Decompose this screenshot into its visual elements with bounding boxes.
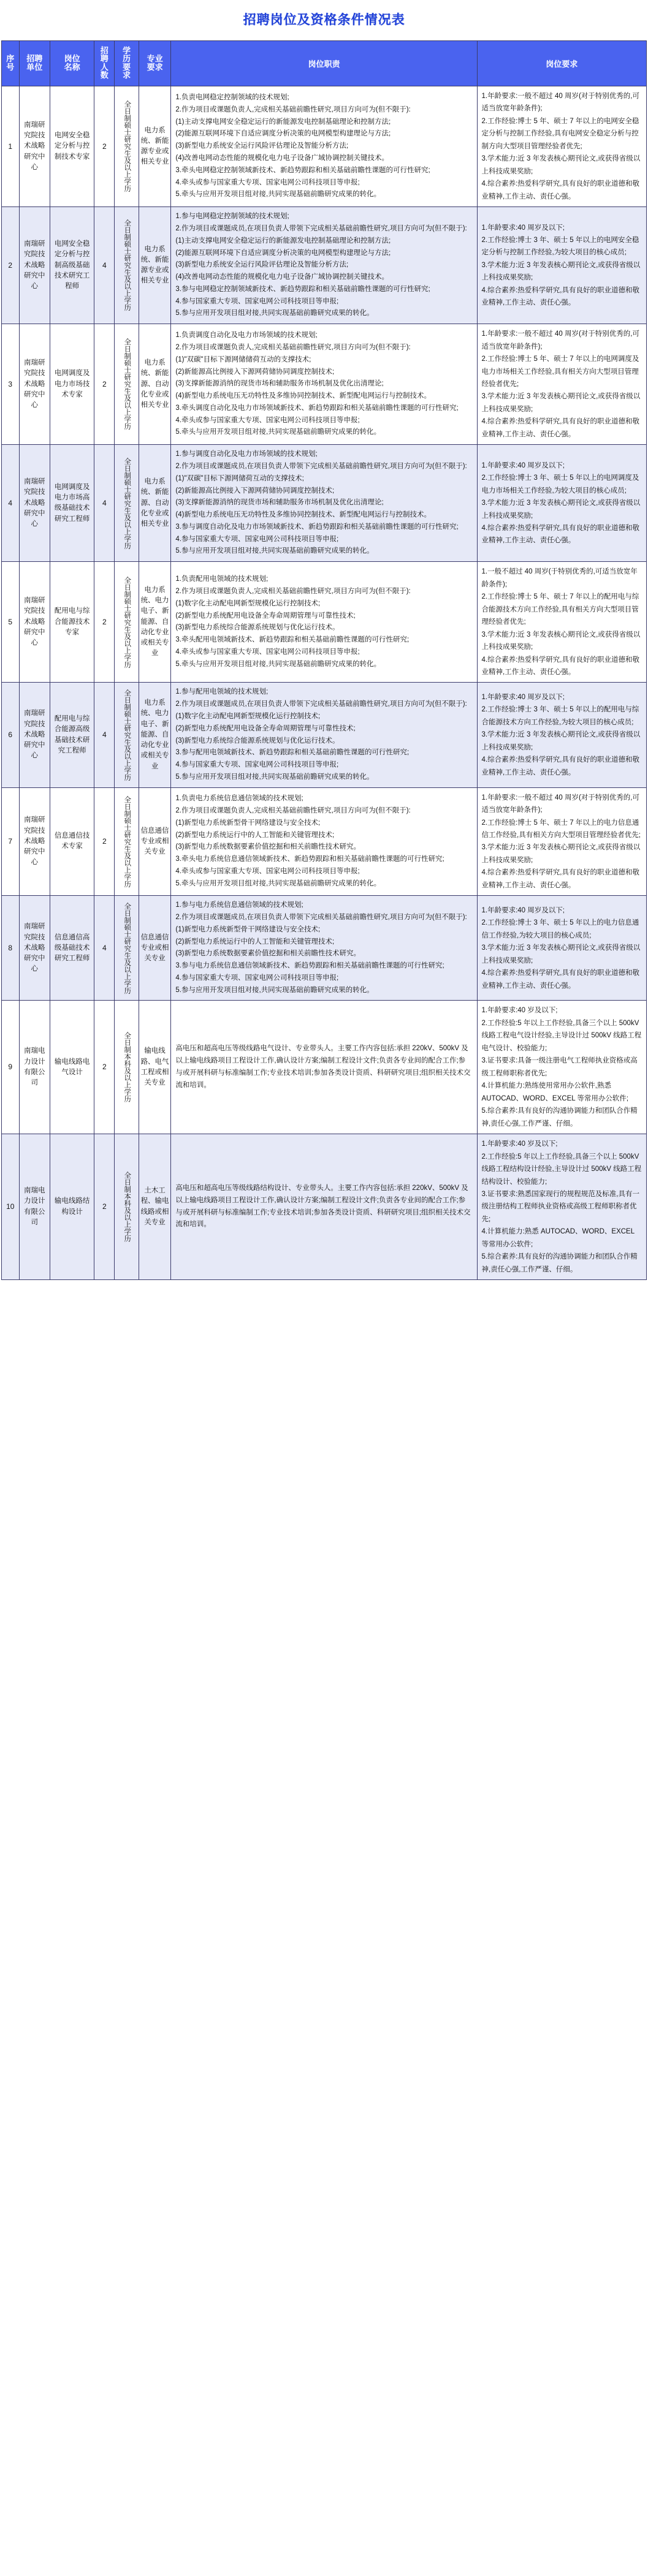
duty-line: (2)新型电力系统配用电设备全寿命周期管理与可靠性技术; xyxy=(175,612,356,619)
duty-line: 2.作为项目或课题成员,在项目负责人带领下完成相关基础前瞻性研究,项目方向可为(但不限于): xyxy=(175,224,467,232)
cell-num: 2 xyxy=(94,86,115,207)
duty-line: 3.牵头配用电领域新技术、新趋势跟踪和相关基础前瞻性课题的可行性研究; xyxy=(175,636,410,644)
cell-num: 2 xyxy=(94,1001,115,1134)
duty-line: 3.牵头电力系统信息通信领域新技术、新趋势跟踪和相关基础前瞻性课题的可行性研究; xyxy=(175,855,444,863)
cell-job: 输电线路结构设计 xyxy=(50,1134,94,1280)
duty-line: (4)新型电力系统电压无功特性及多维协同控制技术、新型配电网运行与控制技术。 xyxy=(175,392,431,400)
duty-line: 3.牵头电网稳定控制领域新技术、新趋势跟踪和相关基础前瞻性课题的可行性研究; xyxy=(175,166,430,174)
duty-line: (1)新型电力系统新型骨干网络建设与安全技术; xyxy=(175,925,321,933)
cell-major: 土木工程、输电线路或相关专业 xyxy=(139,1134,171,1280)
req-line: 2.工作经验:博士 5 年、硕士 7 年以上的配用电与综合能源技术方向工作经验,具有相关方向大型项目管理经验者优先; xyxy=(481,593,639,626)
duty-line: (1)数字化主动配电网新型规模化运行控制技术; xyxy=(175,712,321,720)
cell-num: 2 xyxy=(94,1134,115,1280)
cell-seq: 4 xyxy=(2,445,20,562)
cell-unit: 南瑞研究院技术战略研究中心 xyxy=(19,896,50,1001)
req-line: 2.工作经验:博士 3 年、硕士 5 年以上的配用电与综合能源技术方向工作经验,为较大项目的核心成员; xyxy=(481,706,639,726)
column-header-headcount xyxy=(94,41,115,86)
cell-seq: 8 xyxy=(2,896,20,1001)
duty-line: 2.作为项目或课题负责人,完成相关基础前瞻性研究,项目方向可为(但不限于): xyxy=(175,807,411,815)
duty-line: 3.牵头调度自动化及电力市场领域新技术、新趋势跟踪和相关基础前瞻性课题的可行性研究; xyxy=(175,404,459,412)
duty-line: 高电压和超高电压等级线路结构设计、专业带头人。主要工作内容包括:承担 220kV、500kV 及以上输电线路项目工程设计工作,确认设计方案;编制工程设计文件;负责各专业间的配合工作;参与或开展科研与标准编制工作;专业技术培训;参加各类设计资质、科研研究项目;组织相关技术交流和培训。 xyxy=(175,1184,471,1229)
header-seq-stack: 序 号 xyxy=(6,54,15,72)
req-line: 4.综合素养:热爱科学研究,具有良好的职业道德和敬业精神,工作主动、责任心强。 xyxy=(481,286,639,307)
req-line: 1.年龄要求:40 周岁及以下; xyxy=(481,224,565,232)
req-line: 4.综合素养:热爱科学研究,具有良好的职业道德和敬业精神,工作主动、责任心强。 xyxy=(481,869,639,889)
cell-major: 电力系统、电力电子、新能源、自动化专业或相关专业 xyxy=(139,683,171,787)
duty-line: 3.参与配用电领域新技术、新趋势跟踪和相关基础前瞻性课题的可行性研究; xyxy=(175,749,410,757)
cell-seq: 1 xyxy=(2,86,20,207)
cell-seq: 7 xyxy=(2,787,20,896)
cell-duty xyxy=(171,787,477,896)
req-line: 4.计算机能力:熟悉 AUTOCAD、WORD、EXCEL 等常用办公软件; xyxy=(481,1228,635,1248)
cell-req xyxy=(477,896,647,1001)
duty-line: (2)新型电力系统运行中的人工智能和关键管理技术; xyxy=(175,938,335,945)
req-line: 1.年龄要求:40 周岁及以下; xyxy=(481,461,565,469)
column-header-unit xyxy=(19,41,50,86)
cell-duty xyxy=(171,1001,477,1134)
req-line: 3.学术能力:近 3 年发表核心期刊论文,或获得省级以上科技成果奖励; xyxy=(481,155,641,175)
duty-line: (1)主动支撑电网安全稳定运行的新能源发电控制基础理论和控制方法; xyxy=(175,237,391,244)
req-line: 1.年龄要求:40 周岁及以下; xyxy=(481,906,565,914)
cell-duty xyxy=(171,207,477,324)
header-major-stack: 专业 要求 xyxy=(147,54,163,72)
cell-unit: 南瑞研究院技术战略研究中心 xyxy=(19,562,50,683)
cell-req xyxy=(477,86,647,207)
header-job-stack: 岗位 名称 xyxy=(64,54,80,72)
cell-edu: 全日制本科及以上学历 xyxy=(115,1001,139,1134)
cell-major: 电力系统、新能源专业或相关专业 xyxy=(139,207,171,324)
cell-duty xyxy=(171,324,477,445)
duty-line: 3.参与电网稳定控制领域新技术、新趋势跟踪和相关基础前瞻性课题的可行性研究; xyxy=(175,285,430,293)
duty-line: (1)主动支撑电网安全稳定运行的新能源发电控制基础理论和控制方法; xyxy=(175,118,391,126)
cell-edu: 全日制硕士研究生及以上学历 xyxy=(115,683,139,787)
header-unit-stack: 招聘 单位 xyxy=(26,54,43,72)
req-line: 4.综合素养:热爱科学研究,具有良好的职业道德和敬业精神,工作主动、责任心强。 xyxy=(481,969,639,990)
req-line: 4.综合素养:热爱科学研究,具有良好的职业道德和敬业精神,工作主动、责任心强。 xyxy=(481,524,639,545)
req-line: 3.学术能力:近 3 年发表核心期刊论文,或获得省级以上科技成果奖励; xyxy=(481,944,641,964)
column-header-education xyxy=(115,41,139,86)
duty-line: (3)新型电力系统数据要素价值挖掘和相关前瞻性技术研究。 xyxy=(175,843,360,851)
cell-seq: 6 xyxy=(2,683,20,787)
column-header-seq xyxy=(2,41,20,86)
title-container xyxy=(0,0,648,40)
req-line: 2.工作经验:博士 3 年、硕士 5 年以上的电网调度及电力市场相关工作经验,为较大项目的核心成员; xyxy=(481,474,639,494)
cell-seq: 10 xyxy=(2,1134,20,1280)
duty-line: 2.作为项目或课题成员,在项目负责人带领下完成相关基础前瞻性研究,项目方向可为(但不限于): xyxy=(175,700,467,708)
cell-unit: 南瑞研究院技术战略研究中心 xyxy=(19,787,50,896)
duty-line: 4.牵头或参与国家重大专项、国家电网公司科技项目等申报; xyxy=(175,178,360,186)
duty-line: 2.作为项目或课题成员,在项目负责人带领下完成相关基础前瞻性研究,项目方向可为(但不限于): xyxy=(175,914,467,922)
cell-seq: 5 xyxy=(2,562,20,683)
duty-line: 2.作为项目或课题负责人,完成相关基础前瞻性研究,项目方向可为(但不限于): xyxy=(175,588,411,596)
duty-line: 1.参与配用电领域的技术规划; xyxy=(175,688,269,696)
duty-line: (3)新型电力系统安全运行风险评估理论及智能分析方法; xyxy=(175,142,349,150)
cell-edu: 全日制硕士研究生及以上学历 xyxy=(115,86,139,207)
duty-line: 1.参与电网稳定控制领域的技术规划; xyxy=(175,213,289,221)
req-line: 3.学术能力:近 3 年发表核心期刊论文,或获得省级以上科技成果奖励; xyxy=(481,731,641,751)
duty-line: (1)新型电力系统新型骨干网络建设与安全技术; xyxy=(175,819,321,827)
cell-unit: 南瑞研究院技术战略研究中心 xyxy=(19,445,50,562)
req-line: 1.一般不超过 40 周岁(于特别优秀的,可适当放宽年龄条件); xyxy=(481,568,638,588)
duty-line: 2.作为项目或课题成员,在项目负责人带领下完成相关基础前瞻性研究,项目方向可为(但不限于): xyxy=(175,463,467,471)
duty-line: (4)改善电网动态性能的规模化电力电子设备广域协调控制关键技术。 xyxy=(175,273,389,281)
cell-job: 输电线路电气设计 xyxy=(50,1001,94,1134)
cell-job: 电网调度及电力市场高级基础技术研究工程师 xyxy=(50,445,94,562)
column-header-job-name xyxy=(50,41,94,86)
cell-seq: 3 xyxy=(2,324,20,445)
req-line: 3.学术能力:近 3 年发表核心期刊论文,或获得省级以上科技成果奖励; xyxy=(481,261,641,282)
duty-line: 4.参与国家重大专项、国家电网公司科技项目等申报; xyxy=(175,297,339,305)
table-row xyxy=(2,562,647,683)
req-line: 4.综合素养:热爱科学研究,具有良好的职业道德和敬业精神,工作主动、责任心强。 xyxy=(481,180,639,200)
cell-major: 电力系统、新能源、自动化专业或相关专业 xyxy=(139,324,171,445)
cell-unit: 南瑞电力设计有限公司 xyxy=(19,1001,50,1134)
duty-line: (4)新型电力系统电压无功特性及多维协同控制技术、新型配电网运行与控制技术。 xyxy=(175,511,431,519)
duty-line: 高电压和超高电压等级线路电气设计、专业带头人。主要工作内容包括:承担 220kV、500kV 及以上输电线路项目工程设计工作,确认设计方案;编制工程设计文件;负责各专业间的配合工作;参与或开展科研与标准编制工作;专业技术培训;参加各类设计资质、科研研究项目;组织相关技术交流和培训。 xyxy=(175,1045,471,1089)
req-line: 3.证书要求:熟悉国家现行的规程规范及标准,具有一级注册结构工程师执业资格或高级工程师职称者优先; xyxy=(481,1191,639,1223)
duty-line: (3)支撑新能源消纳的现货市场和辅助服务市场机制及优化出清理论; xyxy=(175,499,384,507)
cell-unit: 南瑞研究院技术战略研究中心 xyxy=(19,207,50,324)
req-line: 3.学术能力:近 3 年发表核心期刊论文,或获得省级以上科技成果奖励; xyxy=(481,844,641,864)
duty-line: (1)"双碳"目标下源网储储荷互动的支撑技术; xyxy=(175,355,311,363)
duty-line: (3)新型电力系统综合能源系统规划与优化运行技术。 xyxy=(175,624,340,632)
column-header-duties: 岗位职责 xyxy=(171,41,477,86)
req-line: 1.年龄要求:40 周岁及以下; xyxy=(481,693,565,701)
table-header xyxy=(2,41,647,86)
req-line: 1.年龄要求:40 岁及以下; xyxy=(481,1007,558,1015)
duty-line: 5.牵头与应用开发项目组对接,共同实现基础前瞻研究成果的转化。 xyxy=(175,660,381,668)
req-line: 1.年龄要求:40 岁及以下; xyxy=(481,1140,558,1148)
duty-line: 2.作为项目或课题负责人,完成相关基础前瞻性研究,项目方向可为(但不限于): xyxy=(175,344,411,352)
req-line: 2.工作经验:博士 3 年、硕士 5 年以上的电网安全稳定分析与控制工作经验,为较大项目的核心成员; xyxy=(481,236,639,257)
duty-line: 3.参与调度自动化及电力市场领域新技术、新趋势跟踪和相关基础前瞻性课题的可行性研究; xyxy=(175,523,459,531)
column-header-major xyxy=(139,41,171,86)
cell-job: 配用电与综合能源高级基础技术研究工程师 xyxy=(50,683,94,787)
cell-seq: 2 xyxy=(2,207,20,324)
cell-unit: 南瑞研究院技术战略研究中心 xyxy=(19,86,50,207)
table-row xyxy=(2,207,647,324)
table-row xyxy=(2,1134,647,1280)
cell-duty xyxy=(171,86,477,207)
cell-job: 配用电与综合能源技术专家 xyxy=(50,562,94,683)
cell-seq: 9 xyxy=(2,1001,20,1134)
cell-edu: 全日制硕士研究生及以上学历 xyxy=(115,445,139,562)
table-body xyxy=(2,86,647,1280)
table-row xyxy=(2,1001,647,1134)
req-line: 3.学术能力:近 3 年发表核心期刊论文,或获得省级以上科技成果奖励; xyxy=(481,393,641,413)
req-line: 4.综合素养:热爱科学研究,具有良好的职业道德和敬业精神,工作主动、责任心强。 xyxy=(481,418,639,438)
cell-num: 4 xyxy=(94,207,115,324)
duty-line: 4.参与国家重大专项、国家电网公司科技项目等申报; xyxy=(175,974,339,982)
cell-req xyxy=(477,1001,647,1134)
duty-line: 2.作为项目或课题负责人,完成相关基础前瞻性研究,项目方向可为(但不限于): xyxy=(175,105,411,113)
cell-num: 4 xyxy=(94,896,115,1001)
req-line: 1.年龄要求:一般不超过 40 周岁(对于特别优秀的,可适当放宽年龄条件); xyxy=(481,330,639,350)
duty-line: 5.牵头与应用开发项目组对接,共同实现基础前瞻研究成果的转化。 xyxy=(175,879,381,887)
req-line: 2.工作经验:博士 5 年、硕士 7 年以上的电网调度及电力市场相关工作经验,具有相关方向大型项目管理经验者优先; xyxy=(481,355,639,388)
cell-major: 电力系统、新能源专业或相关专业 xyxy=(139,86,171,207)
req-line: 3.证书要求:具备一级注册电气工程师执业资格或高级工程师职称者优先; xyxy=(481,1057,638,1077)
table-row xyxy=(2,324,647,445)
duty-line: 4.牵头或参与国家重大专项、国家电网公司科技项目等申报; xyxy=(175,867,360,875)
duty-line: 5.参与应用开发项目组对接,共同实现基础前瞻研究成果的转化。 xyxy=(175,986,374,994)
duty-line: 1.参与电力系统信息通信领域的技术规划; xyxy=(175,901,303,909)
cell-num: 2 xyxy=(94,787,115,896)
cell-num: 2 xyxy=(94,562,115,683)
table-row xyxy=(2,683,647,787)
duty-line: 1.参与调度自动化及电力市场领域的技术规划; xyxy=(175,450,318,458)
cell-edu: 全日制硕士研究生及以上学历 xyxy=(115,324,139,445)
cell-major: 信息通信专业或相关专业 xyxy=(139,896,171,1001)
cell-num: 4 xyxy=(94,683,115,787)
table-row xyxy=(2,445,647,562)
cell-req xyxy=(477,683,647,787)
duty-line: 1.负责配用电领域的技术规划; xyxy=(175,575,269,583)
cell-duty xyxy=(171,445,477,562)
duty-line: 1.负责电力系统信息通信领域的技术规划; xyxy=(175,795,303,803)
duty-line: 4.参与国家重大专项、国家电网公司科技项目等申报; xyxy=(175,761,339,769)
duty-line: 3.参与电力系统信息通信领域新技术、新趋势跟踪和相关基础前瞻性课题的可行性研究; xyxy=(175,962,444,970)
page-root xyxy=(0,0,648,1280)
duty-line: (2)新型电力系统配用电设备全寿命周期管理与可靠性技术; xyxy=(175,724,356,732)
duty-line: 5.参与应用开发项目组对接,共同实现基础前瞻研究成果的转化。 xyxy=(175,547,374,555)
cell-edu: 全日制硕士研究生及以上学历 xyxy=(115,896,139,1001)
cell-major: 电力系统、新能源、自动化专业或相关专业 xyxy=(139,445,171,562)
duty-line: (2)新能源高比例接入下源网荷储协同调度控制技术; xyxy=(175,368,335,376)
req-line: 4.计算机能力:熟练使用常用办公软件,熟悉 AUTOCAD、WORD、EXCEL 等常用办公软件; xyxy=(481,1082,629,1102)
duty-line: (3)支撑新能源消纳的现货市场和辅助服务市场机制及优化出清理论; xyxy=(175,380,384,388)
req-line: 2.工作经验:博士 5 年、硕士 7 年以上的电力信息通信工作经验,具有相关方向大型项目管理经验者优先; xyxy=(481,819,641,839)
cell-duty xyxy=(171,683,477,787)
req-line: 2.工作经验:博士 3 年、硕士 5 年以上的电力信息通信工作经验,为较大项目的核心成员; xyxy=(481,919,639,939)
req-line: 4.综合素养:热爱科学研究,具有良好的职业道德和敬业精神,工作主动、责任心强。 xyxy=(481,756,639,776)
req-line: 1.年龄要求:一般不超过 40 周岁(对于特别优秀的,可适当放宽年龄条件); xyxy=(481,93,639,113)
duty-line: (3)新型电力系统安全运行风险评估理论及智能分析方法; xyxy=(175,261,349,269)
cell-duty xyxy=(171,1134,477,1280)
cell-duty xyxy=(171,562,477,683)
cell-job: 信息通信技术专家 xyxy=(50,787,94,896)
duty-line: 1.负责调度自动化及电力市场领域的技术规划; xyxy=(175,331,318,339)
req-line: 5.综合素养:具有良好的沟通协调能力和团队合作精神,责任心强,工作严谨、仔细。 xyxy=(481,1107,638,1127)
cell-job: 信息通信高级基础技术研究工程师 xyxy=(50,896,94,1001)
cell-duty xyxy=(171,896,477,1001)
duty-line: (2)新能源高比例接入下源网荷储协同调度控制技术; xyxy=(175,487,335,494)
req-line: 1.年龄要求:一般不超过 40 周岁(对于特别优秀的,可适当放宽年龄条件); xyxy=(481,794,639,814)
duty-line: 5.参与应用开发项目组对接,共同实现基础前瞻研究成果的转化。 xyxy=(175,773,374,781)
req-line: 4.综合素养:热爱科学研究,具有良好的职业道德和敬业精神,工作主动、责任心强。 xyxy=(481,656,639,676)
cell-job: 电网安全稳定分析与控制高级基础技术研究工程师 xyxy=(50,207,94,324)
recruitment-table xyxy=(1,40,647,1280)
header-edu-stack: 学 历 要 求 xyxy=(123,45,131,80)
req-line: 2.工作经验:5 年以上工作经验,具备三个以上 500kV 线路工程结构设计经验,主导设计过 500kV 线路工程结构设计、校验能力; xyxy=(481,1153,642,1186)
cell-num: 4 xyxy=(94,445,115,562)
duty-line: (3)新型电力系统数据要素价值挖掘和相关前瞻性技术研究。 xyxy=(175,950,360,958)
duty-line: (1)"双碳"目标下源网储荷互动的支撑技术; xyxy=(175,474,304,482)
req-line: 3.学术能力:近 3 年发表核心期刊论文,或获得省级以上科技成果奖励; xyxy=(481,631,641,651)
cell-edu: 全日制本科及以上学历 xyxy=(115,1134,139,1280)
cell-edu: 全日制硕士研究生及以上学历 xyxy=(115,207,139,324)
header-num-stack: 招 聘 人 数 xyxy=(100,45,109,80)
cell-job: 电网安全稳定分析与控制技术专家 xyxy=(50,86,94,207)
cell-num: 2 xyxy=(94,324,115,445)
cell-edu: 全日制硕士研究生及以上学历 xyxy=(115,562,139,683)
duty-line: (2)新型电力系统运行中的人工智能和关键管理技术; xyxy=(175,831,335,839)
duty-line: 4.牵头或参与国家重大专项、国家电网公司科技项目等申报; xyxy=(175,416,360,424)
duty-line: 4.参与国家重大专项、国家电网公司科技项目等申报; xyxy=(175,535,339,543)
cell-req xyxy=(477,324,647,445)
req-line: 2.工作经验:博士 5 年、硕士 7 年以上的电网安全稳定分析与控制工作经验,具有电网安全稳定分析与控制方向大型项目管理经验者优先; xyxy=(481,117,639,150)
page-title: 招聘岗位及资格条件情况表 xyxy=(243,12,405,27)
req-line: 3.学术能力:近 3 年发表核心期刊论文,或获得省级以上科技成果奖励; xyxy=(481,499,641,520)
req-line: 5.综合素养:具有良好的沟通协调能力和团队合作精神,责任心强,工作严谨、仔细。 xyxy=(481,1253,638,1273)
duty-line: (3)新型电力系统综合能源系统规划与优化运行技术。 xyxy=(175,737,340,744)
duty-line: (1)数字化主动配电网新型规模化运行控制技术; xyxy=(175,599,321,607)
cell-major: 信息通信专业或相关专业 xyxy=(139,787,171,896)
cell-unit: 南瑞电力设计有限公司 xyxy=(19,1134,50,1280)
cell-req xyxy=(477,445,647,562)
cell-req xyxy=(477,787,647,896)
table-row xyxy=(2,896,647,1001)
cell-major: 输电线路、电气工程或相关专业 xyxy=(139,1001,171,1134)
header-row xyxy=(2,41,647,86)
cell-edu: 全日制硕士研究生及以上学历 xyxy=(115,787,139,896)
table-row xyxy=(2,787,647,896)
column-header-requirements: 岗位要求 xyxy=(477,41,647,86)
table-row xyxy=(2,86,647,207)
cell-unit: 南瑞研究院技术战略研究中心 xyxy=(19,324,50,445)
duty-line: 4.牵头或参与国家重大专项、国家电网公司科技项目等申报; xyxy=(175,648,360,656)
cell-unit: 南瑞研究院技术战略研究中心 xyxy=(19,683,50,787)
cell-req xyxy=(477,207,647,324)
cell-req xyxy=(477,1134,647,1280)
req-line: 2.工作经验:5 年以上工作经验,具备三个以上 500kV 线路工程电气设计经验,主导设计过 500kV 线路工程电气设计、校验能力; xyxy=(481,1019,642,1052)
cell-req xyxy=(477,562,647,683)
duty-line: 5.参与应用开发项目组对接,共同实现基础前瞻研究成果的转化。 xyxy=(175,309,374,317)
duty-line: 1.负责电网稳定控制领域的技术规划; xyxy=(175,94,289,102)
duty-line: (2)能源互联网环境下自适应调度分析决策的电网模型构建理论与方法; xyxy=(175,130,391,138)
duty-line: (4)改善电网动态性能的规模化电力电子设备广域协调控制关键技术。 xyxy=(175,154,389,162)
duty-line: 5.牵头与应用开发项目组对接,共同实现基础前瞻研究成果的转化。 xyxy=(175,428,381,436)
duty-line: (2)能源互联网环境下自适应调度分析决策的电网模型构建理论与方法; xyxy=(175,249,391,257)
duty-line: 5.牵头与应用开发项目组对接,共同实现基础前瞻研究成果的转化。 xyxy=(175,191,381,199)
cell-job: 电网调度及电力市场技术专家 xyxy=(50,324,94,445)
cell-major: 电力系统、电力电子、新能源、自动化专业或相关专业 xyxy=(139,562,171,683)
